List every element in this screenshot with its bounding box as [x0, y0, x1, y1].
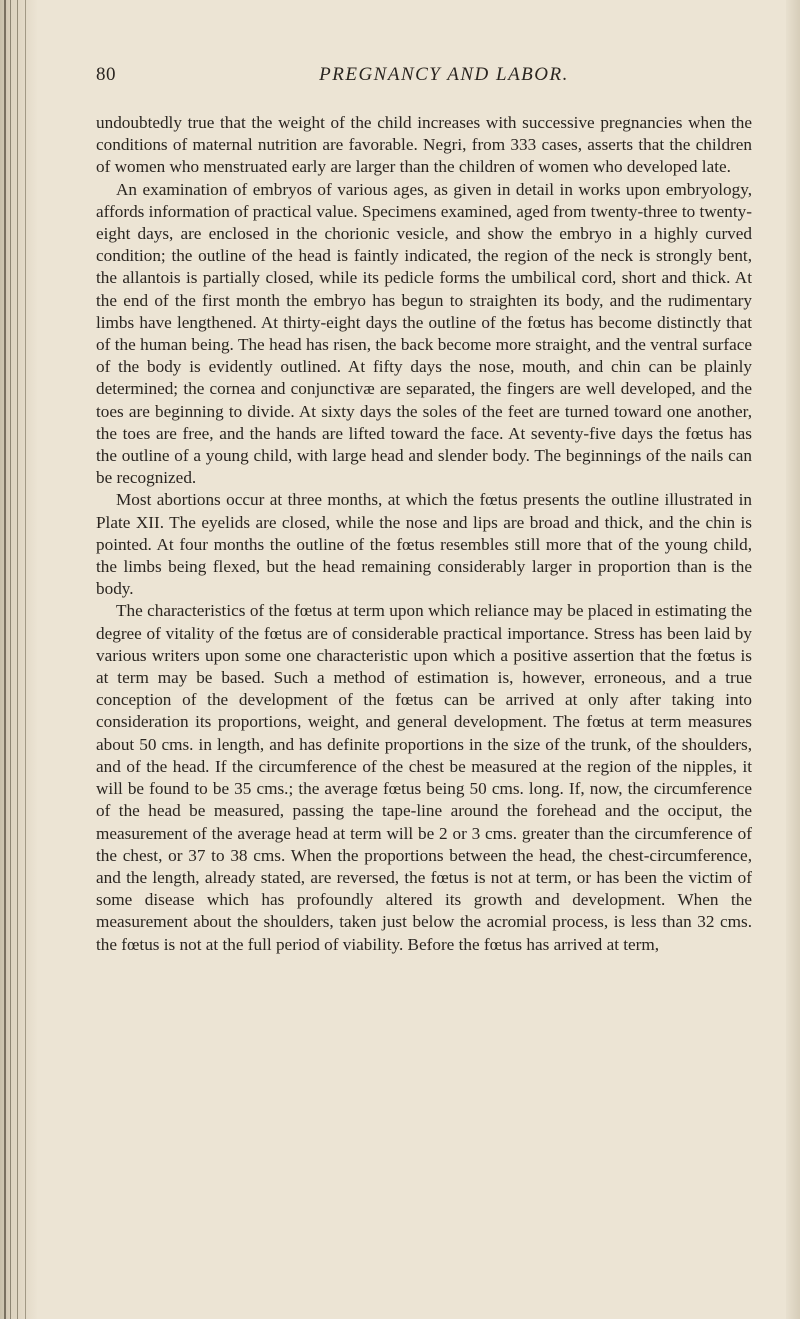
binding-line: [25, 0, 26, 1319]
body-text: [96, 112, 752, 956]
binding-line: [4, 0, 6, 1319]
paragraph: Most abortions occur at three months, at which the fœtus presents the outline illustrated in Plate XII. The eyelids are closed, while the nose and lips are broad and thick, and the chin is pointed. At four months the outline of the fœtus resembles still more that of the young child, the limbs being flexed, but the head remaining considerably larger in proportion than is the body.: [96, 490, 752, 599]
paragraph: The characteristics of the fœtus at term upon which reliance may be placed in estimating the degree of vitality of the fœtus are of considerable practical importance. Stress has been laid by various writers upon some one characteristic upon which a positive assertion that the fœtus is at term may be based. Such a method of estimation is, however, erroneous, and a true conception of the development of the fœtus can be arrived at only after taking into consideration its proportions, weight, and general development. The fœtus at term measures about 50 cms. in length, and has definite proportions in the size of the trunk, of the shoulders, and of the head. If the circumference of the chest be measured at the region of the nipples, it will be found to be 35 cms.; the average fœtus being 50 cms. long. If, now, the circumference of the head be measured, passing the tape-line around the forehead and the occiput, the measurement of the average head at term will be 2 or 3 cms. greater than the circumference of the chest, or 37 to 38 cms. When the proportions between the head, the chest-circumference, and the length, already stated, are reversed, the fœtus is not at term, or has been the victim of some disease which has profoundly altered its growth and development. When the measurement about the shoulders, taken just below the acromial process, is less than 32 cms. the fœtus is not at the full period of viability. Before the fœtus has arrived at term,: [96, 601, 752, 954]
binding-line: [17, 0, 18, 1319]
paragraph: An examination of embryos of various ages, as given in detail in works upon embryology, affords information of practical value. Specimens examined, aged from twenty-three to twenty-eight days, are enclosed in the chorionic vesicle, and show the embryo in a highly curved condition; the outline of the head is faintly indicated, the region of the neck is strongly bent, the allantois is partially closed, while its pedicle forms the umbilical cord, short and thick. At the end of the first month the embryo has begun to straighten its body, and the rudimentary limbs have lengthened. At thirty-eight days the outline of the fœtus has become distinctly that of the human being. The head has risen, the back become more straight, and the ventral surface of the body is evidently outlined. At fifty days the nose, mouth, and chin can be plainly determined; the cornea and conjunctivæ are separated, the fingers are well developed, and the toes are beginning to divide. At sixty days the soles of the feet are turned toward one another, the toes are free, and the hands are lifted toward the face. At seventy-five days the fœtus has the outline of a young child, with large head and slender body. The beginnings of the nails can be recognized.: [96, 179, 752, 488]
page-number: 80: [96, 64, 116, 85]
page-binding-edge: [0, 0, 38, 1319]
page-header: [96, 64, 752, 88]
running-head: PREGNANCY AND LABOR.: [319, 64, 569, 85]
page-right-edge: [786, 0, 800, 1319]
paragraph: undoubtedly true that the weight of the child increases with successive pregnancies when the conditions of maternal nutrition are favorable. Negri, from 333 cases, asserts that the children of women who menstruated early are larger than the children of women who developed late.: [96, 113, 752, 177]
binding-line: [10, 0, 11, 1319]
